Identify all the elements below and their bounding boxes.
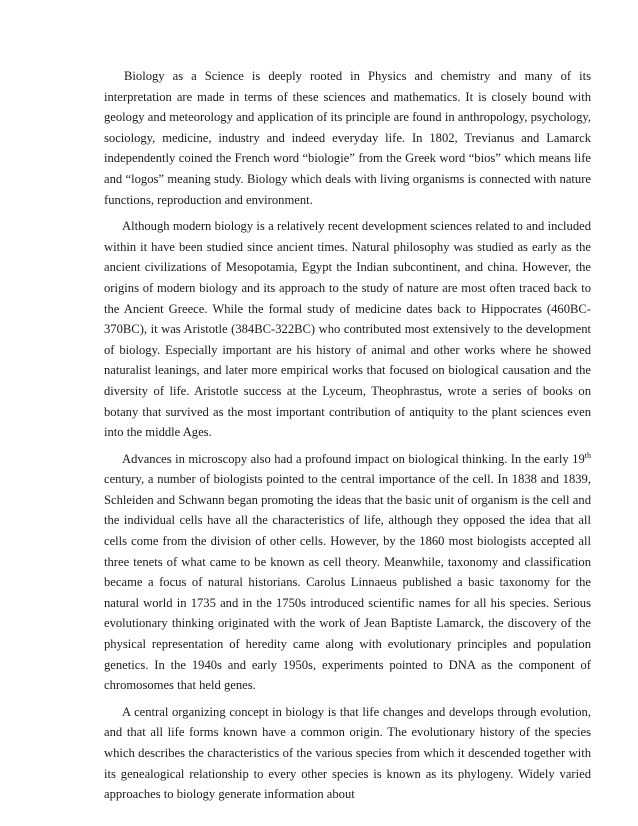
paragraph-evolution-concept: A central organizing concept in biology is that life changes and develops through evolution, and that all life forms known have a common origin. The evolutionary history of the species which describes the characteristics of the various species from which it descended together with its genealogical relationship to every other species is known as its phylogeny. Widely varied approaches to biology generate information about	[104, 704, 591, 802]
paragraph-history-of-biology: Although modern biology is a relatively recent development sciences related to and included within it have been studied since ancient times. Natural philosophy was studied as early as the ancient civilizations of Mesopotamia, Egypt the Indian subcontinent, and china. However, the origins of modern biology and its approach to the study of nature are most often traced back to the Ancient Greece. While the formal study of medicine dates back to Hippocrates (460BC-370BC), it was Aristotle (384BC-322BC) who contributed most extensively to the development of biology. Especially important are his history of animal and other works where he showed naturalist leanings, and later more empirical works that focused on biological causation and the diversity of life. Aristotle success at the Lyceum, Theophrastus, wrote a series of books on botany that survived as the most important contribution of antiquity to the plant sciences even into the middle Ages.	[104, 219, 591, 440]
paragraph-microscopy-text-start: Advances in microscopy also had a profound impact on biological thinking. In the early 19	[122, 451, 585, 466]
document-page	[104, 66, 591, 811]
paragraph-biology-as-science: Biology as a Science is deeply rooted in Physics and chemistry and many of its interpretation are made in terms of these sciences and mathematics. It is closely bound with geology and meteorology and application of its principle are found in anthropology, psychology, sociology, medicine, industry and indeed everyday life. In 1802, Trevianus and Lamarck independently coined the French word “biologie” from the Greek word “bios” which means life and “logos” meaning study. Biology which deals with living organisms is connected with nature functions, reproduction and environment.	[104, 69, 591, 207]
paragraph-microscopy-advances	[104, 449, 591, 696]
paragraph-microscopy-text-end: century, a number of biologists pointed to the central importance of the cell. In 1838 and 1839, Schleiden and Schwann began promoting the ideas that the basic unit of organism is the cell and the individual cells have all the characteristics of life, although they opposed the idea that all cells come from the division of other cells. However, by the 1860 most biologists accepted all three tenets of what came to be known as cell theory. Meanwhile, taxonomy and classification became a focus of natural historians. Carolus Linnaeus published a basic taxonomy for the natural world in 1735 and in the 1750s introduced scientific names for all his species. Serious evolutionary thinking originated with the work of Jean Baptiste Lamarck, the discovery of the physical representation of heredity came along with evolutionary principles and population genetics. In the 1940s and early 1950s, experiments pointed to DNA as the component of chromosomes that held genes.	[104, 472, 591, 693]
ordinal-superscript: th	[584, 450, 591, 460]
